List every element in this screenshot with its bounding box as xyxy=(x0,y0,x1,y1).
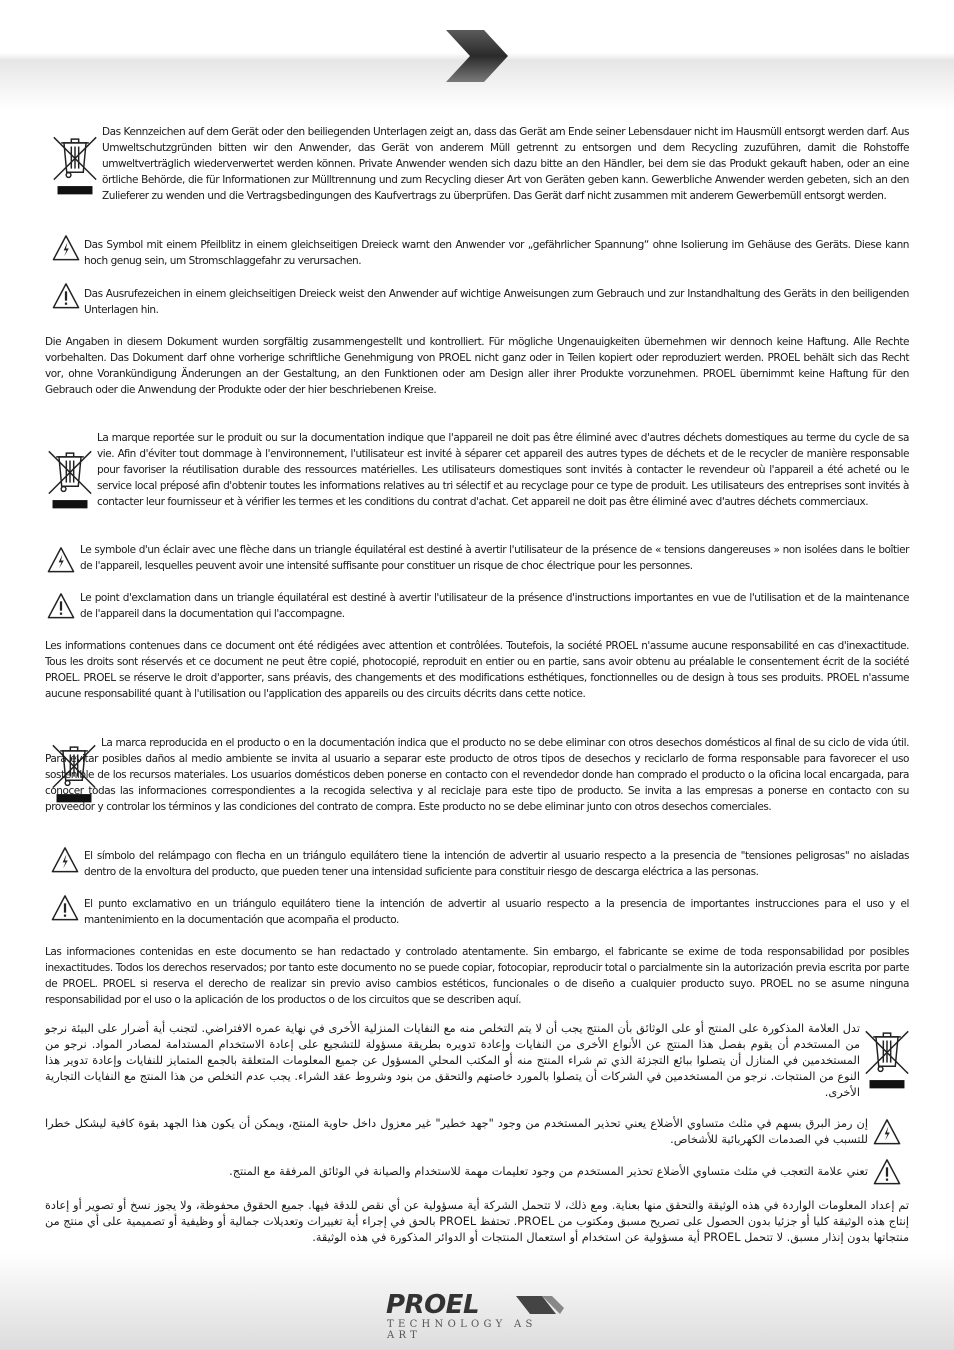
exclamation-warning-icon xyxy=(52,282,80,310)
lightning-warning-icon xyxy=(51,846,79,874)
fr-voltage-text: Le symbole d'un éclair avec une flèche dans un triangle équilatéral est destiné à avertir l'utilisateur de la présence de « tensions dangereuses » non isolées dans le boîtier de l'appareil, lesquelles peuvent avoir une intensité suffisante pour constituer un risque de choc électrique pour les personnes. xyxy=(80,544,909,572)
fr-weee-text: La marque reportée sur le produit ou sur la documentation indique que l'appareil ne doit pas être éliminé avec d'autres déchets domestiques au terme du cycle de sa vie. Afin d'éviter tout dommage à l'environnement, l'utilisateur est invité à séparer cet appareil des autres types de déchets et de le recycler de manière responsable pour favoriser la réutilisation durable des ressources matérielles. Les utilisateurs domestiques sont invités à contacter le revendeur où l'appareil a été acheté ou le service local préposé afin d'obtenir toutes les informations relatives au tri sélectif et au recyclage pour ce type de produit. Les utilisateurs des entreprises sont invités à contacter leur fournisseur et à vérifier les termes et les conditions du contrat d'achat. Cet appareil ne doit pas être éliminé avec d'autres déchets commerciaux. xyxy=(97,432,909,508)
ar-exclamation-text: تعني علامة التعجب في مثلث متساوي الأضلاع تحذير المستخدم من وجود تعليمات مهمة للاستخدام والصيانة في الوثائق المرفقة مع المنتج. xyxy=(229,1165,868,1178)
exclamation-warning-icon xyxy=(51,894,79,922)
es-exclamation-text: El punto exclamativo en un triángulo equilátero tiene la intención de advertir al usuario respecto a la presencia de importantes instrucciones para el uso y el mantenimiento en la documentación que acompaña el producto. xyxy=(84,898,909,926)
lightning-warning-icon xyxy=(873,1118,901,1146)
ar-voltage-text: إن رمز البرق بسهم في مثلث متساوي الأضلاع يعني تحذير المستخدم من وجود "جهد خطير" غير معزول داخل حاوية المنتج، ويمكن أن يكون هذا الجهد بقوة كافية ليشكل خطرا للتسبب في الصدمات الكهربائية للأشخاص. xyxy=(45,1117,868,1146)
proel-logo xyxy=(386,1290,570,1341)
exclamation-warning-icon xyxy=(47,592,75,620)
weee-bin-icon xyxy=(47,444,93,512)
lightning-warning-icon xyxy=(47,546,75,574)
de-disclaimer-text: Die Angaben in diesem Dokument wurden sorgfältig zusammengestellt und kontrolliert. Für mögliche Ungenauigkeiten übernehmen wir dennoch keine Haftung. Alle Rechte vorbehalten. Das Dokument darf ohne vorherige schriftliche Genehmigung von PROEL nicht ganz oder in Teilen kopiert oder reproduziert werden. PROEL behält sich das Recht vor, ohne Vorankündigung Änderungen an der Gestaltung, an den Funktionen oder am Design aller ihrer Produkte vorzunehmen. PROEL übernimmt keine Haftung für den Gebrauch oder die Anwendung der Produkte oder der hier beschriebenen Kreise. xyxy=(45,336,909,396)
weee-bin-icon xyxy=(864,1024,910,1092)
ar-disclaimer-text: تم إعداد المعلومات الواردة في هذه الوثيقة والتحقق منها بعناية. ومع ذلك، لا تتحمل الشركة أية مسؤولية عن أي نقص للدقة فيها. جميع الحقوق محفوظة، ولا يجوز نسخ أو تصوير أو إعادة إنتاج هذه الوثيقة كليا أو جزئيا بدون الحصول على تصريح مسبق ومكتوب من PROEL. تحتفظ PROEL بالحق في إجراء أية تغييرات وتعديلات جمالية أو وظيفية أو تصميمية على أي منتج من منتجاتها بدون إنذار مسبق. لا تتحمل PROEL أية مسؤولية عن استخدام أو استعمال المنتجات أو الدوائر المذكورة في هذه الوثيقة. xyxy=(45,1199,909,1244)
chevron-arrow-icon xyxy=(442,28,512,84)
es-weee-text: La marca reproducida en el producto o en la documentación indica que el producto no se debe eliminar con otros desechos domésticos al final de su ciclo de vida útil. Para evitar posibles daños al medio ambiente se invita al usuario a separar este producto de otros tipos de desechos y reciclarlo de forma responsable para favorecer el uso sostenible de los recursos materiales. Los usuarios domésticos deben ponerse en contacto con el revendedor donde han comprado el producto o la oficina local encargada, para conocer todas las informaciones correspondientes a la recogida selectiva y al reciclaje para este tipo de producto. Se invita a las empresas a ponerse en contacto con su proveedor y controlar los términos y las condiciones del contrato de compra. Este producto no se debe eliminar junto con otros desechos comerciales. xyxy=(45,737,909,813)
lightning-warning-icon xyxy=(52,234,80,262)
de-voltage-text: Das Symbol mit einem Pfeilblitz in einem gleichseitigen Dreieck warnt den Anwender vor „gefährlicher Spannung“ ohne Isolierung im Gehäuse des Geräts. Diese kann hoch genug sein, um Stromschlaggefahr zu verursachen. xyxy=(84,239,909,267)
de-exclamation-text: Das Ausrufezeichen in einem gleichseitigen Dreieck weist den Anwender auf wichtige Anweisungen zum Gebrauch und zur Instandhaltung des Geräts in den beiligenden Unterlagen hin. xyxy=(84,288,909,316)
es-voltage-text: El símbolo del relámpago con flecha en un triángulo equilátero tiene la intención de advertir al usuario respecto a la presencia de "tensiones peligrosas" no aisladas dentro de la envoltura del producto, que pueden tener una intensidad suficiente para constituir riesgo de descarga eléctrica a las personas. xyxy=(84,850,909,878)
logo-tagline: TECHNOLOGY AS ART xyxy=(387,1319,537,1341)
fr-disclaimer-text: Les informations contenues dans ce document ont été rédigées avec attention et contrôlées. Toutefois, la société PROEL n'assume aucune responsabilité en cas d'inexactitude. Tous les droits sont réservés et ce document ne peut être copié, photocopié, reproduit en entier ou en partie, sans avoir obtenu au préalable le consentement écrit de la société PROEL. PROEL se réserve le droit d'apporter, sans préavis, des changements et des modifications esthétiques, fonctionnelles ou de design à tous ses produits. PROEL n'assume aucune responsabilité quant à l'utilisation ou l'application des appareils ou des circuits décrits dans cette notice. xyxy=(45,640,909,700)
es-disclaimer-text: Las informaciones contenidas en este documento se han redactado y controlado atentamente. Sin embargo, el fabricante se exime de toda responsabilidad por posibles inexactitudes. Todos los derechos reservados; por tanto este documento no se puede copiar, fotocopiar, reproducir total o parcialmente sin la autorización previa escrita por parte de PROEL. PROEL si reserva el derecho de realizar sin previo aviso cambios estéticos, funcionales o de diseño a cualquier producto suyo. PROEL no se asume ninguna responsabilidad por el uso o la aplicación de los productos o de los circuitos que se describen aquí. xyxy=(45,946,909,1006)
logo-wordmark: PROEL xyxy=(386,1290,480,1320)
ar-weee-text: تدل العلامة المذكورة على المنتج أو على الوثائق بأن المنتج يجب أن لا يتم التخلص منه مع النفايات المنزلية الأخرى في نهاية عمره الافتراضي. لتجنب أية أضرار على البيئة نرجو من المستخدم أن يقوم بفصل هذا المنتج عن الأنواع الأخرى من النفايات وإعادة تدويره بطريقة مسؤولة للتشجيع على إعادة الاستخدام المستدامة لمصادر المواد. نرجو من المستخدمين في المنازل أن يتصلوا ببائع التجزئة الذي تم شراء المنتج منه أو المكتب المحلي المسؤول عن جميع المعلومات المتعلقة بالجمع المتمايز للنفايات وإعادة تدوير هذا النوع من المنتجات. نرجو من المستخدمين في الشركات أن يتصلوا بالمورد خاصتهم والتحقق من بنود وشروط عقد الشراء. يجب عدم التخلص من هذا المنتج مع النفايات التجارية الأخرى. xyxy=(45,1022,860,1099)
exclamation-warning-icon xyxy=(873,1158,901,1186)
weee-bin-icon xyxy=(52,130,98,198)
fr-exclamation-text: Le point d'exclamation dans un triangle équilatéral est destiné à avertir l'utilisateur de la présence d'instructions importantes en vue de l'utilisation et de la maintenance de l'appareil dans la documentation qui l'accompagne. xyxy=(80,592,909,620)
logo-stripes-icon xyxy=(516,1294,566,1316)
de-weee-text: Das Kennzeichen auf dem Gerät oder den beiliegenden Unterlagen zeigt an, dass das Gerät am Ende seiner Lebensdauer nicht im Hausmüll entsorgt werden darf. Aus Umweltschutzgründen bitten wir den Anwender, das Gerät von anderem Müll getrennt zu entsorgen und dem Recycling zuzuführen, damit die Rohstoffe umweltverträglich wiederverwertet werden können. Private Anwender wenden sich dazu bitte an den Händler, bei dem sie das Produkt gekauft haben, oder an eine örtliche Behörde, die für Informationen zur Mülltrennung und zum Recycling dieser Art von Geräten geben kann. Gewerbliche Anwender werden gebeten, sich an den Zulieferer zu wenden und die Vertragsbedingungen des Kaufvertrags zu überprüfen. Das Gerät darf nicht zusammen mit anderem Gewerbemüll entsorgt werden. xyxy=(102,126,909,202)
